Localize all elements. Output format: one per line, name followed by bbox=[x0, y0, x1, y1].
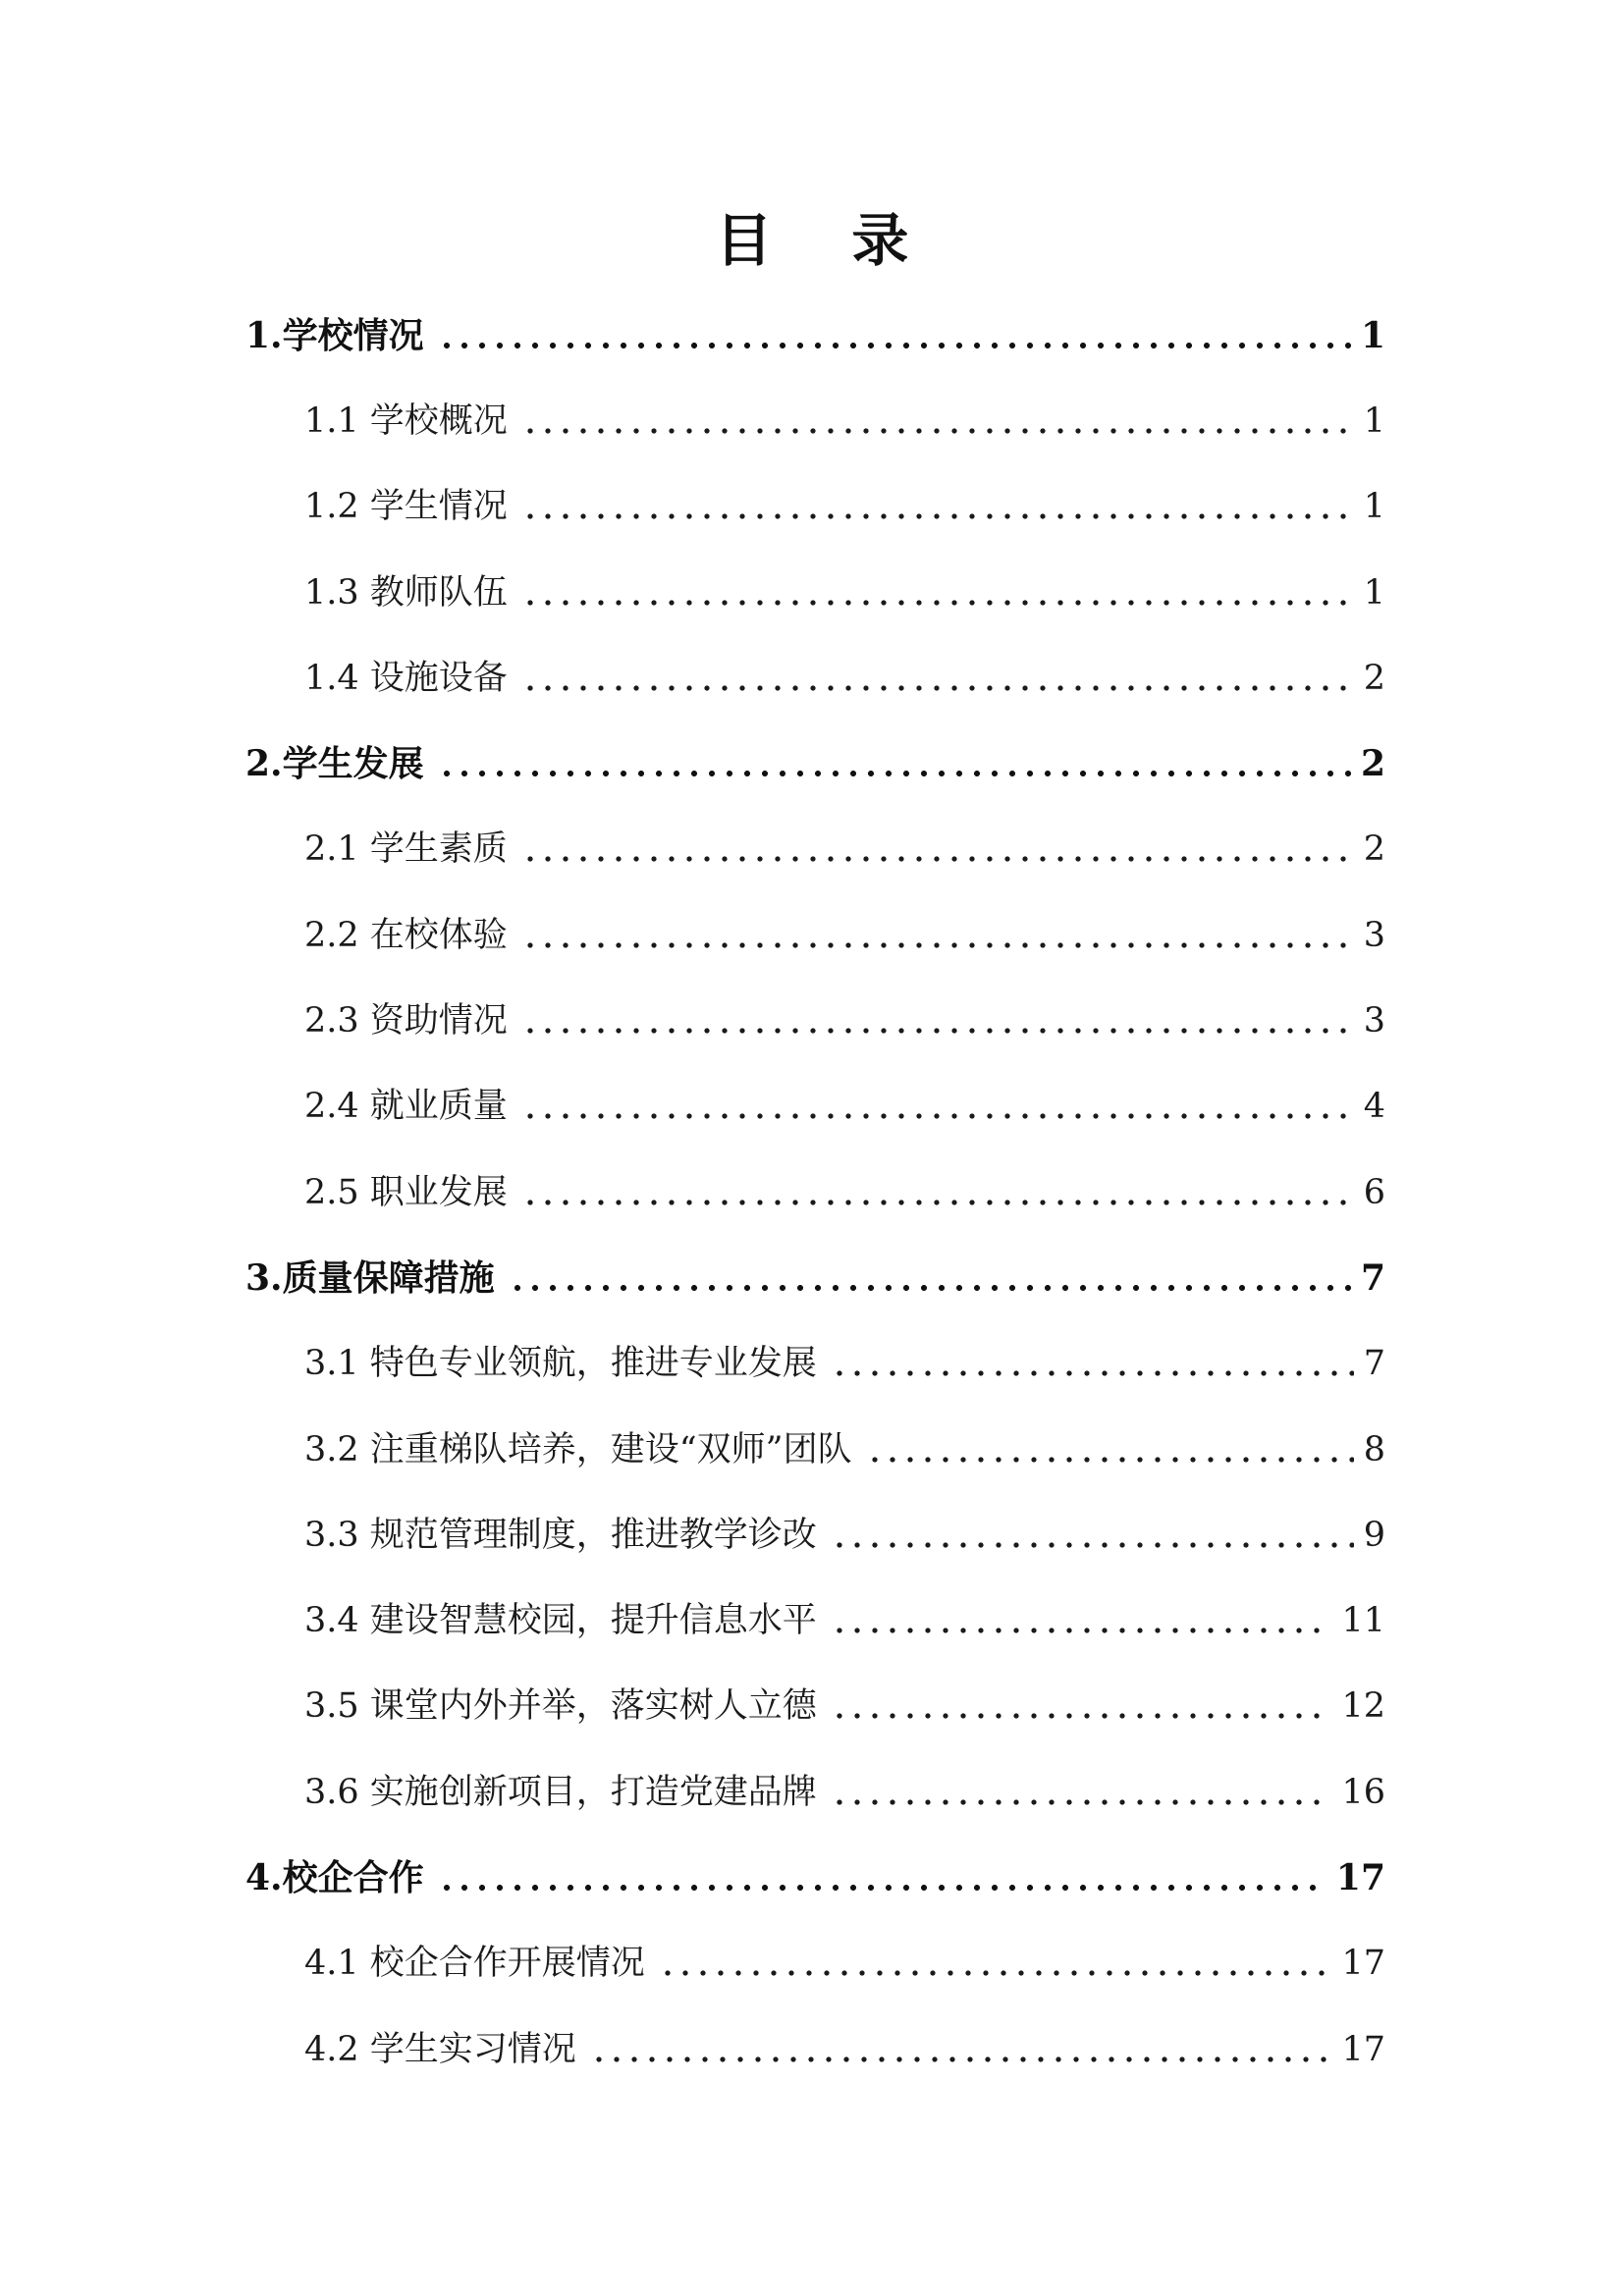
dot-leader bbox=[521, 667, 1354, 710]
toc-page-number: 17 bbox=[1341, 2029, 1385, 2069]
toc-entry-title: 4.校企合作 bbox=[245, 1856, 424, 1898]
dot-leader bbox=[521, 581, 1354, 624]
toc-entry-title: 1.4 设施设备 bbox=[304, 658, 508, 698]
toc-entry-title: 4.1 校企合作开展情况 bbox=[304, 1944, 645, 1984]
toc-entry-title: 2.1 学生素质 bbox=[304, 829, 508, 870]
toc-page-number: 4 bbox=[1363, 1087, 1385, 1127]
toc-page-number: 7 bbox=[1360, 1256, 1385, 1299]
dot-leader bbox=[521, 409, 1354, 453]
dot-leader bbox=[438, 752, 1351, 795]
toc-entry-title: 3.质量保障措施 bbox=[245, 1256, 495, 1299]
toc-page-number: 2 bbox=[1363, 658, 1385, 698]
toc-subsection-entry[interactable] bbox=[0, 1577, 1624, 1663]
dot-leader bbox=[831, 1694, 1332, 1737]
toc-subsection-entry[interactable] bbox=[0, 807, 1624, 892]
toc-subsection-entry[interactable] bbox=[0, 1321, 1624, 1407]
toc-entry-title: 1.2 学生情况 bbox=[304, 487, 508, 527]
toc-page-number: 2 bbox=[1363, 829, 1385, 870]
toc-subsection-entry[interactable] bbox=[0, 550, 1624, 635]
table-of-contents bbox=[0, 293, 1624, 2092]
dot-leader bbox=[521, 1009, 1354, 1052]
toc-page-number: 7 bbox=[1363, 1344, 1385, 1384]
toc-entry-title: 3.2 注重梯队培养，建设“双师”团队 bbox=[304, 1429, 852, 1469]
dot-leader bbox=[438, 324, 1351, 367]
toc-page-number: 2 bbox=[1360, 743, 1385, 785]
dot-leader bbox=[831, 1352, 1354, 1395]
dot-leader bbox=[521, 495, 1354, 538]
toc-page-number: 1 bbox=[1363, 572, 1385, 613]
toc-section-entry[interactable] bbox=[0, 1235, 1624, 1320]
toc-subsection-entry[interactable] bbox=[0, 1149, 1624, 1235]
toc-page-number: 12 bbox=[1341, 1686, 1385, 1727]
dot-leader bbox=[831, 1523, 1354, 1567]
toc-subsection-entry[interactable] bbox=[0, 635, 1624, 721]
toc-subsection-entry[interactable] bbox=[0, 1064, 1624, 1149]
toc-subsection-entry[interactable] bbox=[0, 1664, 1624, 1749]
toc-entry-title: 3.1 特色专业领航，推进专业发展 bbox=[304, 1344, 817, 1384]
toc-page-number: 6 bbox=[1363, 1172, 1385, 1212]
toc-entry-title: 2.2 在校体验 bbox=[304, 915, 508, 955]
toc-section-entry[interactable] bbox=[0, 293, 1624, 378]
toc-page-number: 1 bbox=[1363, 487, 1385, 527]
toc-subsection-entry[interactable] bbox=[0, 1407, 1624, 1492]
dot-leader bbox=[866, 1438, 1354, 1481]
toc-subsection-entry[interactable] bbox=[0, 1921, 1624, 2006]
toc-subsection-entry[interactable] bbox=[0, 1492, 1624, 1577]
toc-entry-title: 3.6 实施创新项目，打造党建品牌 bbox=[304, 1772, 817, 1812]
dot-leader bbox=[521, 924, 1354, 967]
toc-entry-title: 2.5 职业发展 bbox=[304, 1172, 508, 1212]
toc-title: 目 录 bbox=[715, 207, 909, 274]
toc-section-entry[interactable] bbox=[0, 721, 1624, 806]
dot-leader bbox=[509, 1266, 1351, 1309]
toc-subsection-entry[interactable] bbox=[0, 978, 1624, 1063]
toc-page-number: 1 bbox=[1360, 314, 1385, 356]
toc-entry-title: 1.3 教师队伍 bbox=[304, 572, 508, 613]
dot-leader bbox=[831, 1781, 1332, 1824]
toc-subsection-entry[interactable] bbox=[0, 1749, 1624, 1835]
dot-leader bbox=[521, 1181, 1354, 1224]
toc-entry-title: 2.4 就业质量 bbox=[304, 1087, 508, 1127]
toc-page-number: 3 bbox=[1363, 1001, 1385, 1041]
dot-leader bbox=[590, 2038, 1332, 2081]
toc-entry-title: 3.3 规范管理制度，推进教学诊改 bbox=[304, 1515, 817, 1555]
toc-page-number: 17 bbox=[1341, 1944, 1385, 1984]
toc-entry-title: 2.学生发展 bbox=[245, 743, 424, 785]
dot-leader bbox=[659, 1951, 1332, 1995]
dot-leader bbox=[521, 837, 1354, 881]
toc-page-number: 17 bbox=[1335, 1856, 1385, 1898]
toc-page-number: 16 bbox=[1341, 1772, 1385, 1812]
dot-leader bbox=[438, 1866, 1326, 1909]
toc-entry-title: 3.4 建设智慧校园，提升信息水平 bbox=[304, 1601, 817, 1641]
toc-entry-title: 3.5 课堂内外并举，落实树人立德 bbox=[304, 1686, 817, 1727]
dot-leader bbox=[521, 1095, 1354, 1138]
toc-subsection-entry[interactable] bbox=[0, 2006, 1624, 2092]
toc-entry-title: 1.学校情况 bbox=[245, 314, 424, 356]
toc-subsection-entry[interactable] bbox=[0, 892, 1624, 978]
toc-entry-title: 1.1 学校概况 bbox=[304, 400, 508, 441]
toc-entry-title: 4.2 学生实习情况 bbox=[304, 2029, 576, 2069]
toc-page-number: 11 bbox=[1341, 1601, 1385, 1641]
toc-entry-title: 2.3 资助情况 bbox=[304, 1001, 508, 1041]
toc-page-number: 3 bbox=[1363, 915, 1385, 955]
dot-leader bbox=[831, 1609, 1332, 1652]
toc-section-entry[interactable] bbox=[0, 1835, 1624, 1920]
toc-page-number: 9 bbox=[1363, 1515, 1385, 1555]
toc-subsection-entry[interactable] bbox=[0, 464, 1624, 550]
toc-subsection-entry[interactable] bbox=[0, 378, 1624, 463]
toc-page-number: 8 bbox=[1363, 1429, 1385, 1469]
toc-page-number: 1 bbox=[1363, 400, 1385, 441]
